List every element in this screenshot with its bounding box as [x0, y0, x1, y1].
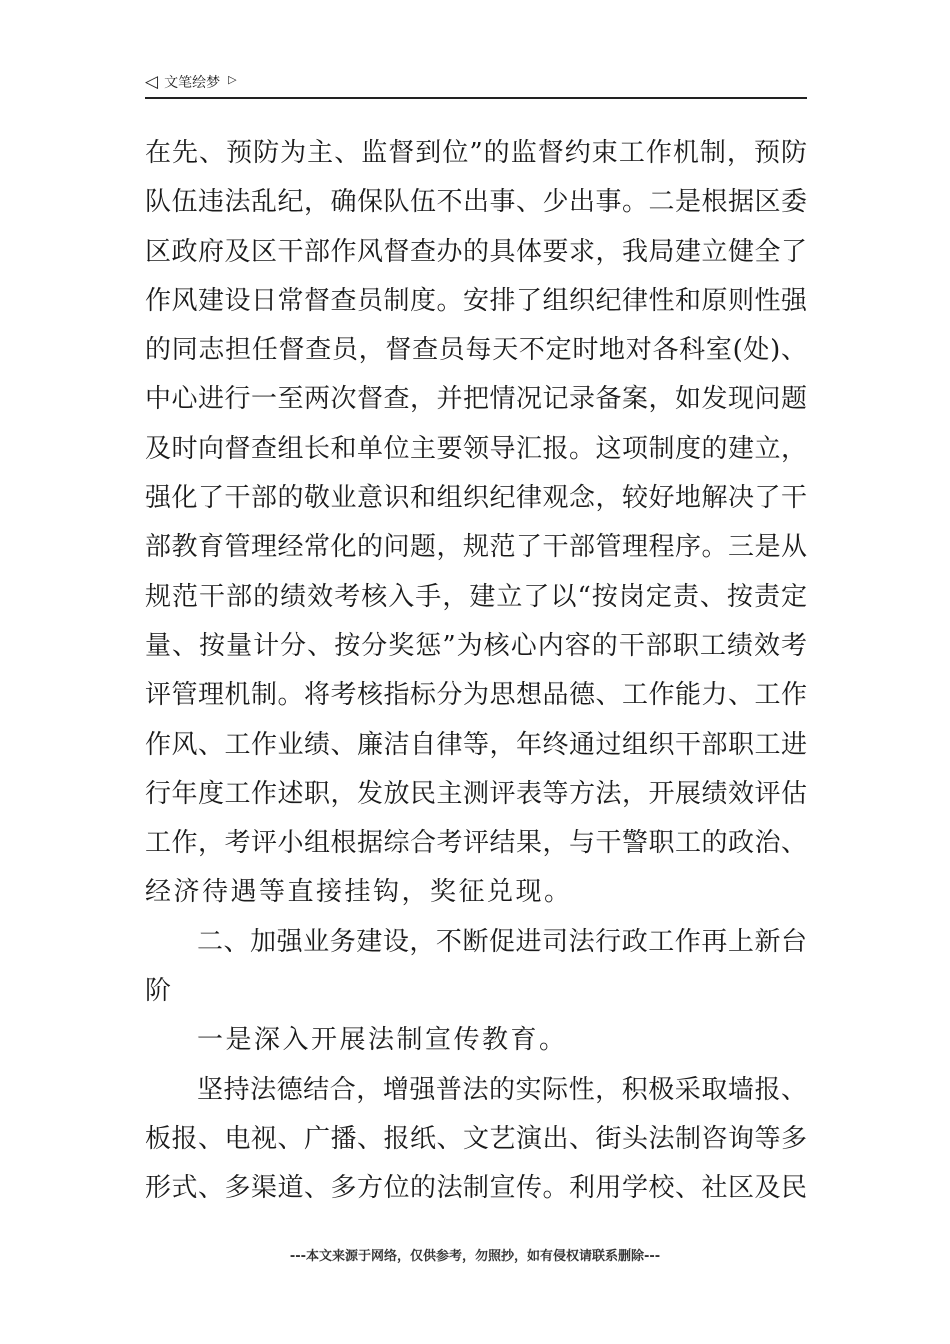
text-line: 坚持法德结合，增强普法的实际性，积极采取墙报、: [197, 1074, 807, 1105]
text-line: 作风建设日常督查员制度。安排了组织纪律性和原则性强: [145, 285, 807, 316]
header-divider: [145, 97, 807, 99]
header-brand: [145, 72, 237, 92]
text-line: 行年度工作述职，发放民主测评表等方法，开展绩效评估: [145, 778, 807, 809]
section-heading: 二、加强业务建设，不断促进司法行政工作再上新台: [197, 926, 807, 957]
subsection-heading: 一是深入开展法制宣传教育。: [197, 1025, 568, 1056]
text-line: 区政府及区干部作风督查办的具体要求，我局建立健全了: [145, 236, 807, 267]
brand-name: 文笔绘梦: [164, 75, 221, 91]
triangle-right-icon: ▷: [228, 72, 237, 86]
text-line: 评管理机制。将考核指标分为思想品德、工作能力、工作: [145, 680, 807, 711]
text-line: 作风、工作业绩、廉洁自律等，年终通过组织干部职工进: [145, 729, 807, 760]
text-line: 工作，考评小组根据综合考评结果，与干警职工的政治、: [145, 828, 807, 859]
text-line: 强化了干部的敬业意识和组织纪律观念，较好地解决了干: [145, 483, 807, 514]
text-line: 量、按量计分、按分奖惩”为核心内容的干部职工绩效考: [145, 630, 807, 661]
triangle-left-icon: ◁: [145, 71, 159, 92]
text-line: 规范干部的绩效考核入手，建立了以“按岗定责、按责定: [145, 581, 807, 612]
footer-notice: ---本文来源于网络，仅供参考，勿照抄，如有侵权请联系删除---: [289, 1249, 661, 1264]
text-line: 板报、电视、广播、报纸、文艺演出、街头法制咨询等多: [145, 1123, 807, 1154]
text-line: 形式、多渠道、多方位的法制宣传。利用学校、社区及民: [145, 1173, 807, 1204]
section-heading-continued: 阶: [145, 976, 174, 1007]
text-line: 中心进行一至两次督查，并把情况记录备案，如发现问题: [145, 384, 807, 415]
text-line: 经济待遇等直接挂钩，奖征兑现。: [145, 877, 573, 908]
document-body: [145, 129, 807, 1214]
text-line: 部教育管理经常化的问题，规范了干部管理程序。三是从: [145, 532, 807, 563]
text-line: 在先、预防为主、监督到位”的监督约束工作机制，预防: [145, 138, 807, 168]
page-header: [145, 72, 807, 98]
text-line: 及时向督查组长和单位主要领导汇报。这项制度的建立，: [145, 433, 807, 464]
text-line: 队伍违法乱纪，确保队伍不出事、少出事。二是根据区委: [145, 187, 807, 218]
text-line: 的同志担任督查员，督查员每天不定时地对各科室(处)、: [145, 335, 807, 366]
